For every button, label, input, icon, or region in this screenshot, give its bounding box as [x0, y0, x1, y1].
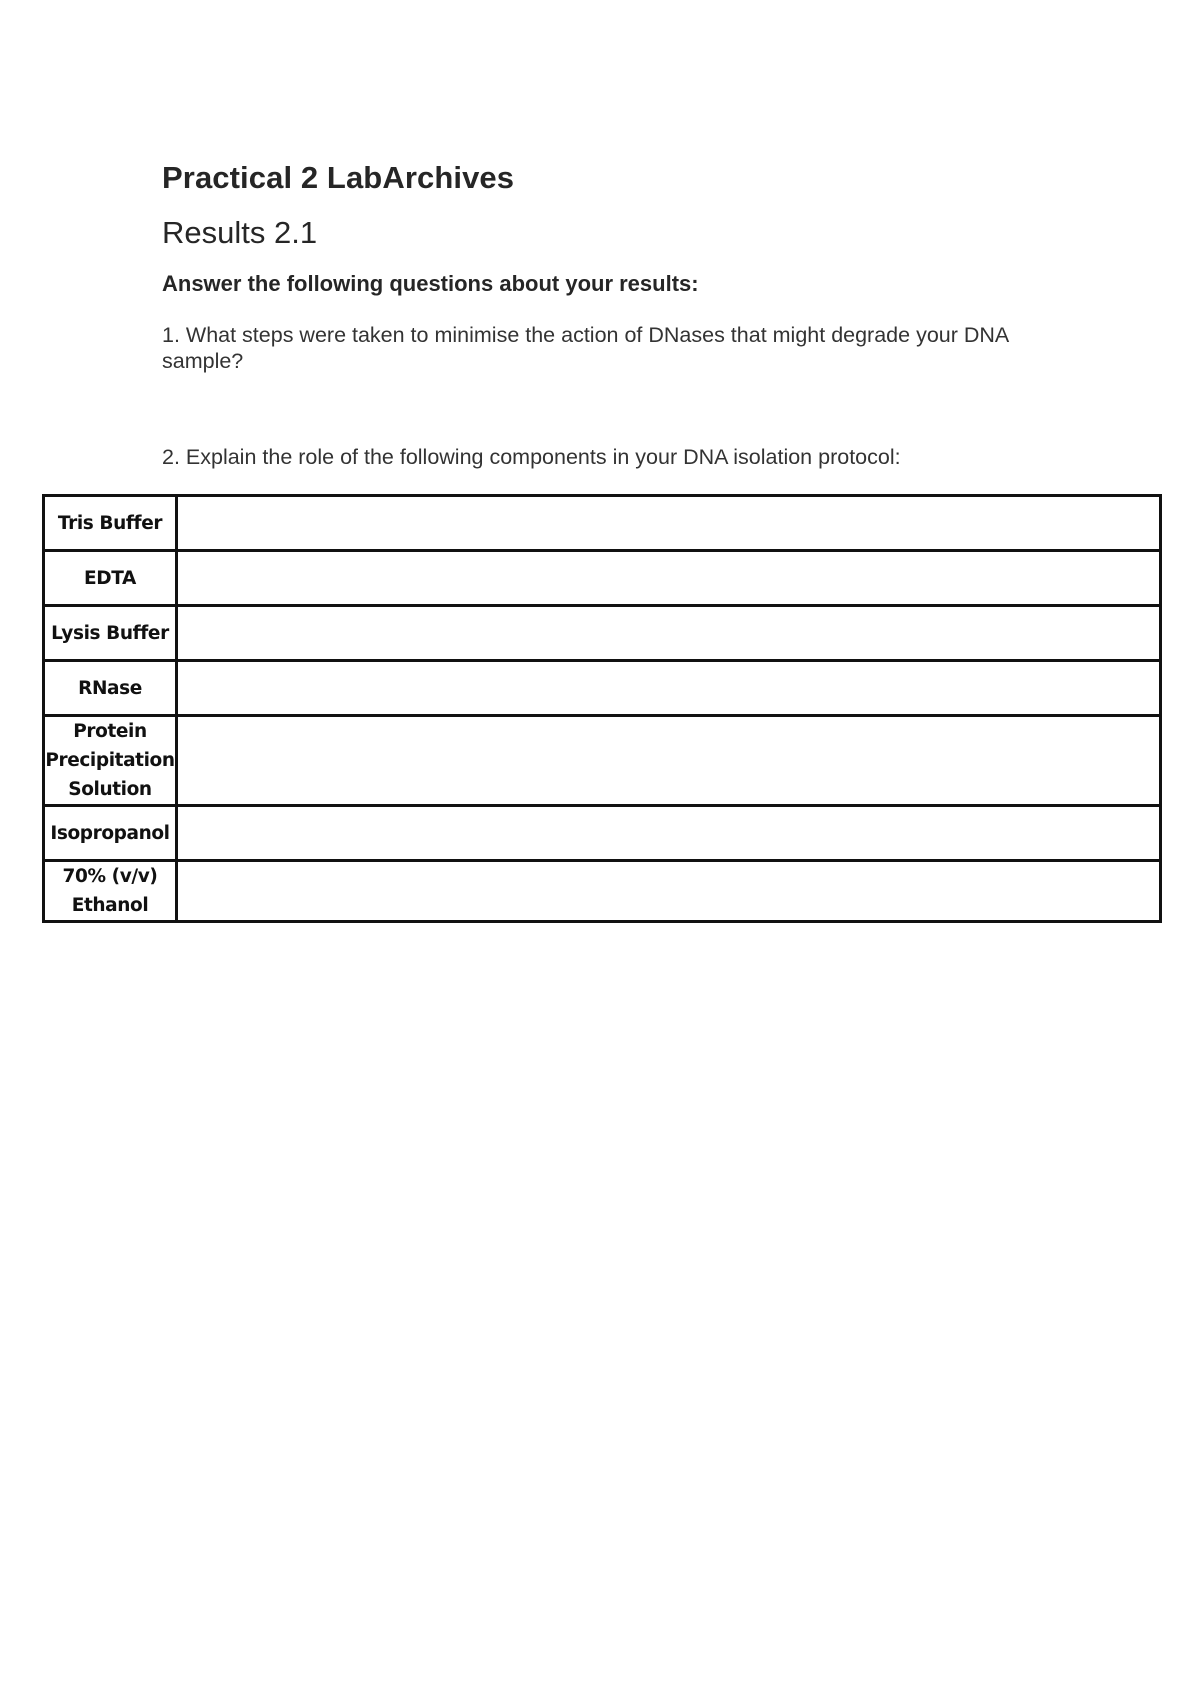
component-label-line: EDTA	[84, 567, 136, 589]
answer-cell[interactable]	[177, 806, 1161, 861]
component-label-line: RNase	[78, 677, 142, 699]
component-label-line: Tris Buffer	[57, 512, 163, 534]
question-2: 2. Explain the role of the following components in your DNA isolation protocol:	[162, 445, 901, 469]
table-row	[44, 861, 1161, 922]
component-label	[44, 806, 177, 861]
component-label-line: Lysis Buffer	[51, 622, 169, 644]
component-label	[44, 861, 177, 922]
answer-cell[interactable]	[177, 861, 1161, 922]
answer-cell[interactable]	[177, 661, 1161, 716]
component-label	[44, 716, 177, 806]
instruction-text: Answer the following questions about your results:	[162, 271, 699, 296]
page-title: Practical 2 LabArchives	[162, 160, 515, 195]
component-label	[44, 661, 177, 716]
component-label-line: Ethanol	[71, 895, 149, 916]
answer-cell[interactable]	[177, 551, 1161, 606]
answer-cell[interactable]	[177, 606, 1161, 661]
component-label	[44, 606, 177, 661]
table-row	[44, 496, 1161, 551]
table-row	[44, 661, 1161, 716]
component-label	[44, 496, 177, 551]
table-row	[44, 606, 1161, 661]
component-label-line: 70% (v/v)	[62, 866, 158, 887]
component-label-line: Protein	[73, 721, 147, 742]
component-label-line: Solution	[68, 779, 152, 800]
component-label-line: Precipitation	[45, 750, 175, 771]
component-label	[44, 551, 177, 606]
answer-cell[interactable]	[177, 716, 1161, 806]
components-table	[42, 494, 1162, 923]
section-subtitle: Results 2.1	[162, 215, 318, 250]
question-1: 1. What steps were taken to minimise the action of DNases that might degrade your DNA sample?	[162, 323, 1009, 373]
table-row	[44, 806, 1161, 861]
component-label-line: Isopropanol	[50, 822, 170, 844]
table-row	[44, 551, 1161, 606]
table-row	[44, 716, 1161, 806]
answer-cell[interactable]	[177, 496, 1161, 551]
